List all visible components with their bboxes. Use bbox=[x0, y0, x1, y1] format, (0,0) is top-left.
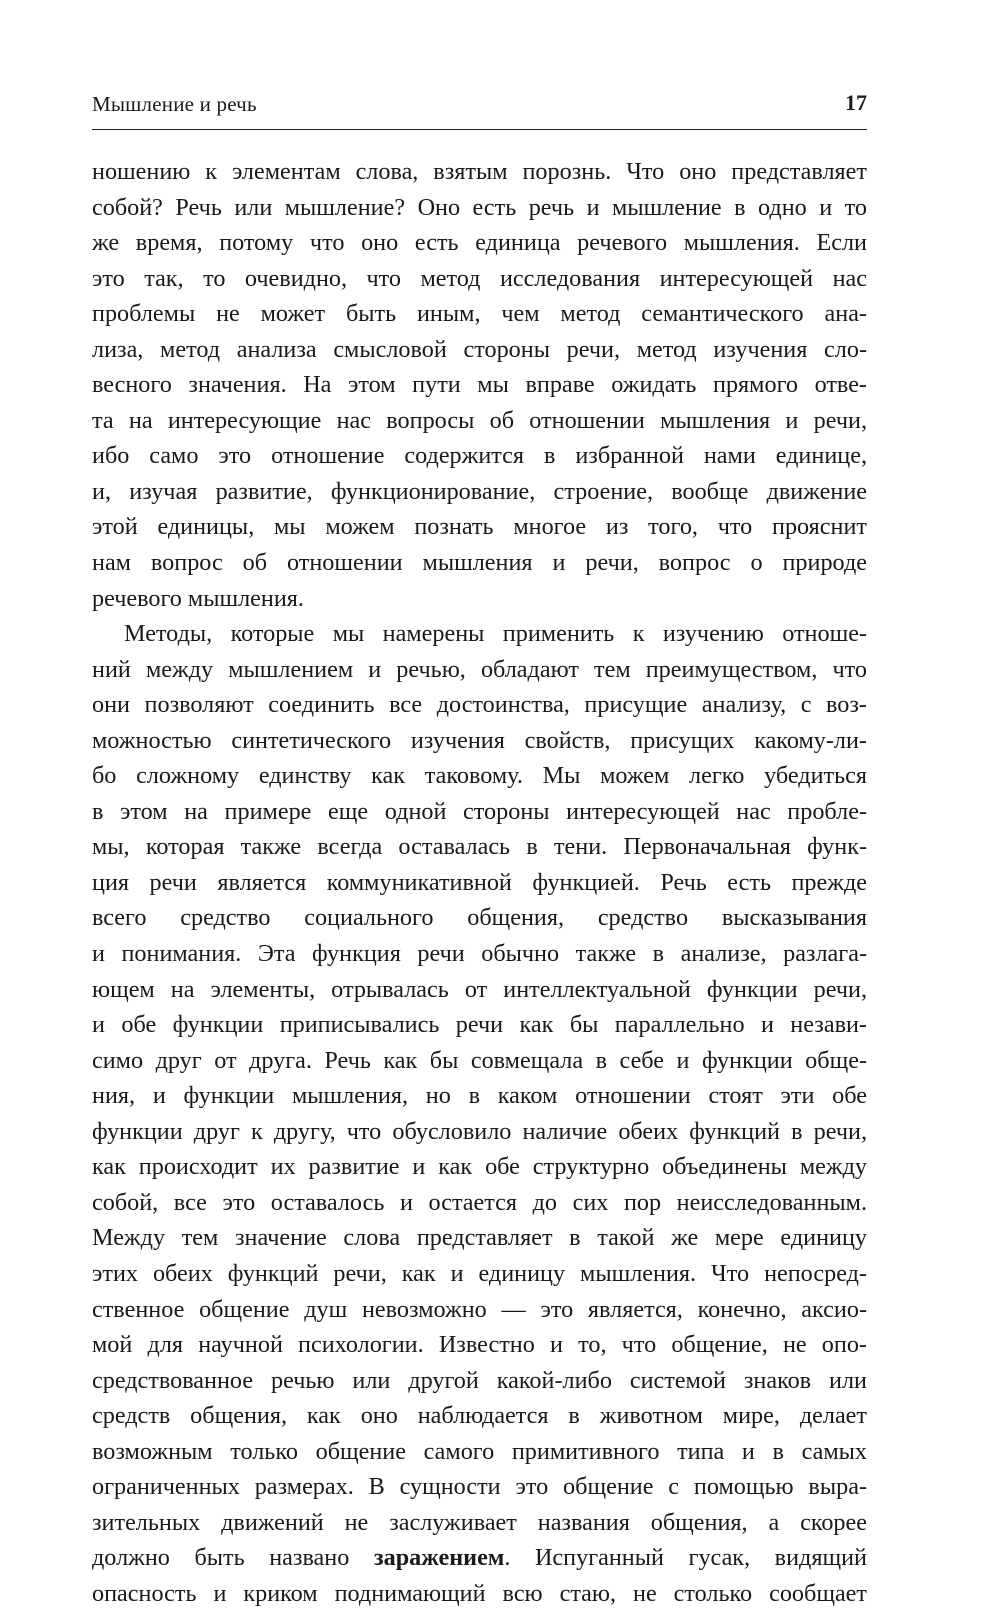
text-line: опасность и криком поднимающий всю стаю, не столько сообщает bbox=[92, 1579, 867, 1607]
text-line: средств общения, как оно наблюдается в животном мире, делает bbox=[92, 1402, 867, 1430]
text-line: зительных движений не заслуживает названия общения, а скорее bbox=[92, 1508, 867, 1536]
text-line: ция речи является коммуникативной функцией. Речь есть прежде bbox=[92, 868, 867, 896]
header-rule bbox=[92, 129, 867, 130]
text-line: и, изучая развитие, функционирование, строение, вообще движение bbox=[92, 477, 867, 505]
running-head bbox=[92, 86, 867, 118]
text-line: собой? Речь или мышление? Оно есть речь и мышление в одно и то bbox=[92, 193, 867, 221]
text-line: собой, все это оставалось и остается до сих пор неисследованным. bbox=[92, 1188, 867, 1216]
text-line: нам вопрос об отношении мышления и речи, вопрос о природе bbox=[92, 549, 867, 577]
text-line: речевого мышления. bbox=[92, 584, 304, 612]
paragraph-2 bbox=[92, 616, 867, 1611]
text-line: в этом на примере еще одной стороны интересующей нас пробле- bbox=[92, 797, 867, 825]
text-line: как происходит их развитие и как обе структурно объединены между bbox=[92, 1153, 867, 1181]
text-line: и понимания. Эта функция речи обычно также в анализе, разлага- bbox=[92, 940, 867, 968]
text-line: ибо само это отношение содержится в избранной нами единице, bbox=[92, 442, 867, 470]
text-line: ношению к элементам слова, взятым порознь. Что оно представляет bbox=[92, 158, 867, 185]
text-line-with-emphasis bbox=[92, 1540, 867, 1576]
running-title: Мышление и речь bbox=[92, 92, 257, 116]
text-line: мой для научной психологии. Известно и то, что общение, не опо- bbox=[92, 1331, 867, 1359]
emphasis-term: заражением bbox=[373, 1544, 505, 1572]
text-line: та на интересующие нас вопросы об отношении мышления и речи, bbox=[92, 406, 867, 434]
page-number: 17 bbox=[845, 90, 867, 115]
text-line: ний между мышлением и речью, обладают тем преимуществом, что bbox=[92, 655, 867, 683]
text-line: мы, которая также всегда оставалась в тени. Первоначальная функ- bbox=[92, 833, 867, 861]
text-line: Методы, которые мы намерены применить к изучению отноше- bbox=[124, 620, 867, 648]
text-line: всего средство социального общения, средство высказывания bbox=[92, 904, 867, 932]
text-run: . Испуганный гусак, видящий bbox=[504, 1544, 867, 1572]
text-line: ственное общение душ невозможно — это является, конечно, аксио- bbox=[92, 1295, 867, 1323]
text-line: лиза, метод анализа смысловой стороны речи, метод изучения сло- bbox=[92, 335, 867, 363]
text-line: весного значения. На этом пути мы вправе ожидать прямого отве- bbox=[92, 371, 867, 399]
text-line: симо друг от друга. Речь как бы совмещала в себе и функции обще- bbox=[92, 1046, 867, 1074]
text-line: ющем на элементы, отрывалась от интеллектуальной функции речи, bbox=[92, 975, 867, 1003]
text-line: можностью синтетического изучения свойств, присущих какому-ли- bbox=[92, 726, 867, 754]
text-line: этих обеих функций речи, как и единицу мышления. Что непосред- bbox=[92, 1259, 867, 1287]
paragraph-1 bbox=[92, 154, 867, 616]
text-line: функции друг к другу, что обусловило наличие обеих функций в речи, bbox=[92, 1117, 867, 1145]
text-line: проблемы не может быть иным, чем метод семантического ана- bbox=[92, 300, 867, 328]
text-line: они позволяют соединить все достоинства, присущие анализу, с воз- bbox=[92, 691, 867, 719]
body-text bbox=[92, 154, 867, 1611]
text-line: же время, потому что оно есть единица речевого мышления. Если bbox=[92, 229, 867, 257]
text-line: ния, и функции мышления, но в каком отношении стоят эти обе bbox=[92, 1082, 867, 1110]
text-line: бо сложному единству как таковому. Мы можем легко убедиться bbox=[92, 762, 867, 790]
text-line: средствованное речью или другой какой-либо системой знаков или bbox=[92, 1366, 867, 1394]
text-line: возможным только общение самого примитивного типа и в самых bbox=[92, 1437, 867, 1465]
text-line: ограниченных размерах. В сущности это общение с помощью выра- bbox=[92, 1473, 867, 1501]
text-line: этой единицы, мы можем познать многое из того, что прояснит bbox=[92, 513, 867, 541]
text-run: должно быть названо bbox=[92, 1544, 374, 1572]
text-line: и обе функции приписывались речи как бы параллельно и незави- bbox=[92, 1011, 867, 1039]
text-line: это так, то очевидно, что метод исследования интересующей нас bbox=[92, 264, 867, 292]
text-line: Между тем значение слова представляет в такой же мере единицу bbox=[92, 1224, 867, 1252]
